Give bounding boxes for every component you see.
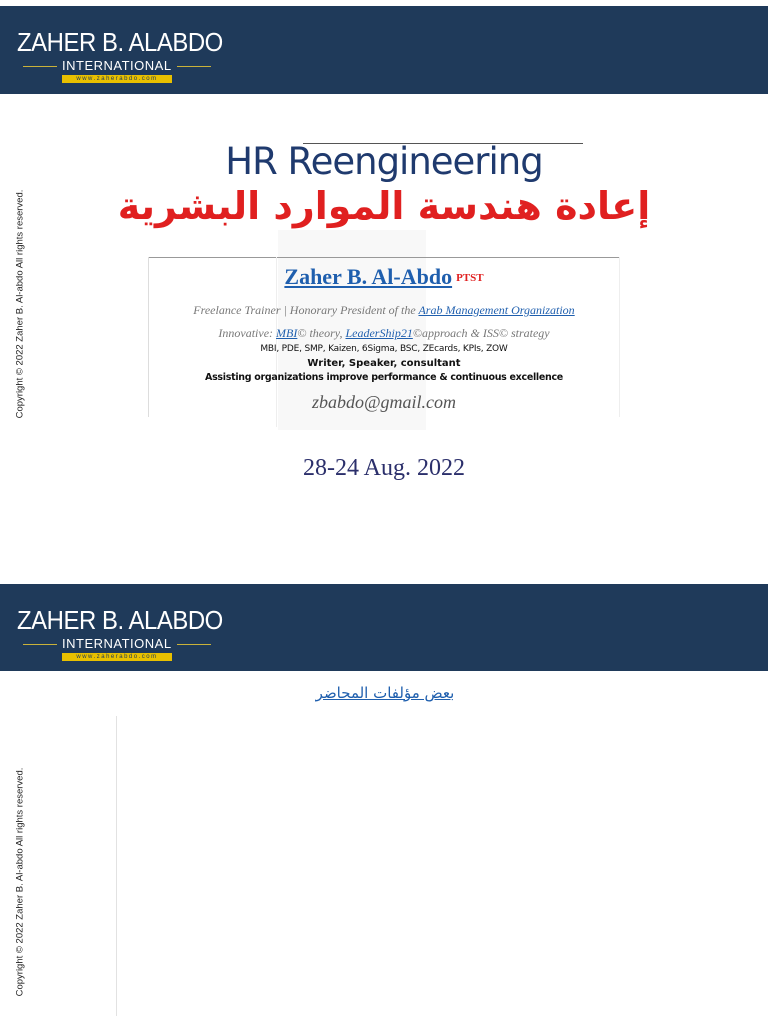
slide-title-arabic: إعادة هندسة الموارد البشرية: [117, 184, 651, 228]
slide-title-english: HR Reengineering: [225, 140, 543, 183]
logo-name-2: ZAHER B. ALABDO: [17, 605, 223, 635]
column-divider: [116, 716, 117, 1016]
author-roles: Writer, Speaker, consultant: [307, 358, 461, 369]
lecturer-publications-link[interactable]: بعض مؤلفات المحاضر: [315, 684, 455, 702]
logo-subtitle-2: INTERNATIONAL: [62, 636, 172, 651]
author-tagline: Assisting organizations improve performance & continuous excellence: [205, 372, 563, 383]
author-methodologies: MBI, PDE, SMP, Kaizen, 6Sigma, BSC, ZEcards, KPIs, ZOW: [260, 344, 508, 354]
author-name-link[interactable]: Zaher B. Al-Abdo: [284, 264, 453, 289]
author-role-line: Freelance Trainer | Honorary President of the Arab Management Organization: [193, 303, 575, 317]
author-email: zbabdo@gmail.com: [311, 392, 457, 412]
author-name-line: [0, 264, 768, 290]
arab-management-org-link[interactable]: Arab Management Organization: [418, 303, 575, 317]
logo-url-2: www.zaherabdo.com: [62, 653, 172, 661]
copyright-vertical-2: Copyright © 2022 Zaher B. Al-abdo All rights reserved.: [14, 767, 26, 997]
company-logo: [17, 28, 227, 88]
author-credential: PTST: [456, 272, 484, 284]
logo-url: www.zaherabdo.com: [62, 75, 172, 83]
author-innovations-line: Innovative: MBI© theory, LeaderShip21©approach & ISS© strategy: [218, 326, 550, 340]
company-logo-2: [17, 606, 227, 666]
header-banner: [0, 6, 768, 94]
mbi-link[interactable]: MBI: [276, 326, 298, 340]
event-date: 28-24 Aug. 2022: [303, 455, 465, 481]
logo-name: ZAHER B. ALABDO: [17, 27, 223, 57]
copyright-vertical: Copyright © 2022 Zaher B. Al-abdo All rights reserved.: [14, 189, 26, 419]
leadership21-link[interactable]: LeaderShip21: [345, 326, 413, 340]
header-banner-2: [0, 584, 768, 671]
logo-subtitle: INTERNATIONAL: [62, 58, 172, 73]
